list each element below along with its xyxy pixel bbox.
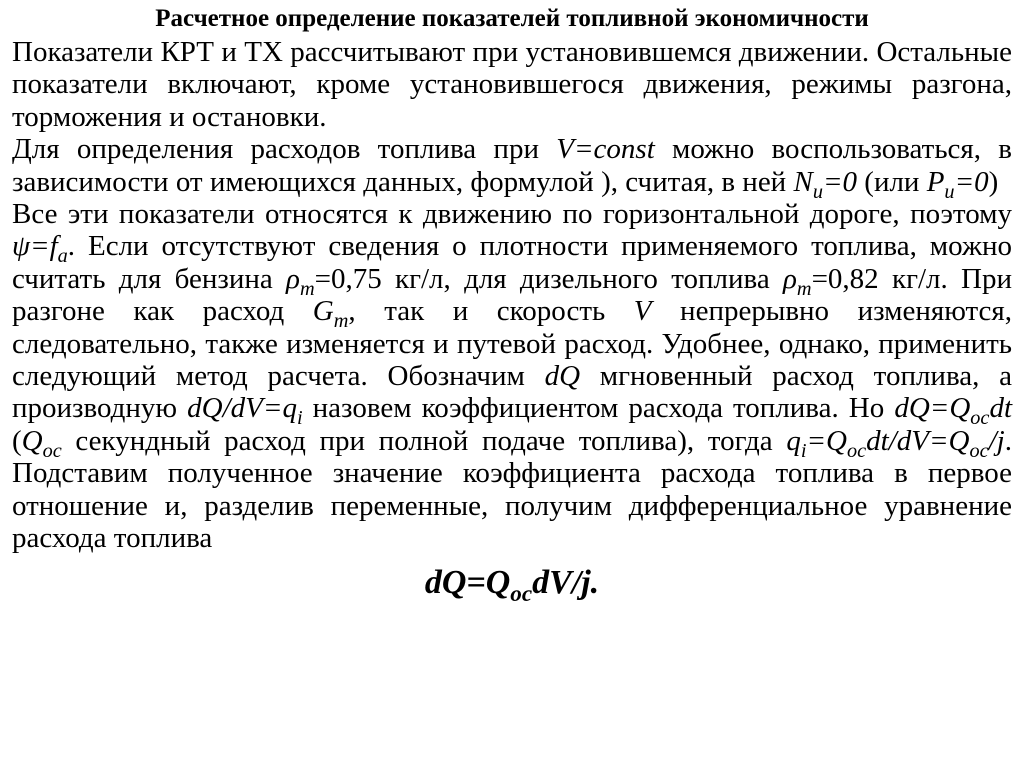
psi-expression: [12, 230, 68, 268]
qi-symbol: q: [786, 424, 801, 457]
paragraph-2: [12, 133, 1012, 203]
p3-text-8: назовем коэффициентом расхода топлива. Но: [302, 392, 895, 425]
dq-qoc-text: dQ=Q: [894, 392, 971, 425]
qi-end: /j: [988, 424, 1005, 457]
p3-text-2: . Если отсутствуют сведения о плотности применяемого топлива, можно считать для бензина: [12, 230, 1012, 295]
q-subscript: oc: [42, 439, 62, 462]
p3-text-1: Все эти показатели относятся к движению по горизонтальной дороге, поэтому: [12, 198, 1012, 231]
p2-text-4: ): [988, 165, 999, 198]
rho-diesel: [783, 262, 812, 300]
qi-equals-subscript: oc: [846, 439, 867, 462]
n-symbol: N: [793, 165, 813, 198]
dq-symbol: dQ: [544, 360, 581, 393]
dq-qoc-subscript: oc: [970, 407, 990, 430]
formula-left: dQ=Q: [424, 563, 511, 601]
p-equals: =0: [954, 165, 989, 198]
p3-text-3: =0,75 кг/л, для дизельного топлива: [314, 262, 783, 295]
rho-diesel-subscript: m: [796, 277, 812, 300]
formula-right: dV/j.: [532, 563, 600, 601]
g-m-symbol: [312, 295, 349, 333]
paragraph-1-text: Показатели КРТ и ТХ рассчитывают при установившемся движении. Остальные показатели включают, кроме установившегося движения, режимы разгона, торможения и остановки.: [12, 36, 1012, 133]
rho-petrol: [286, 262, 315, 300]
v-symbol: V: [633, 295, 652, 328]
dq-dv-text: dQ/dV=q: [187, 392, 297, 425]
n-u-symbol: [793, 165, 858, 203]
g-symbol: G: [312, 295, 334, 328]
psi-symbol: ψ: [12, 230, 31, 263]
paragraph-3: [12, 198, 1012, 554]
p3-text-11: . Подставим полученное значение коэффициента расхода топлива в первое отношение и, разделив переменные, получим дифференциальное уравнение расхода топлива: [12, 424, 1012, 555]
qi-expression: [786, 424, 1005, 462]
p-symbol: P: [926, 165, 945, 198]
p2-text-3: (или: [857, 165, 927, 198]
p3-text-7: мгновенный расход топлива, а производную: [12, 360, 1012, 425]
p3-text-9: (: [12, 424, 22, 457]
dq-qoc-expression: [894, 392, 1012, 430]
slide: [12, 2, 1012, 766]
paragraph-1: [12, 36, 1012, 133]
p3-text-5: , так и скорость: [348, 295, 634, 328]
qi-middle: dt/dV=Q: [866, 424, 970, 457]
dq-dv-subscript: i: [296, 407, 303, 430]
p3-text-4: =0,82 кг/л. При разгоне как расход: [12, 262, 1012, 328]
psi-equals: =f: [30, 230, 58, 263]
p-subscript: u: [944, 180, 955, 203]
n-equals: =0: [822, 165, 858, 198]
final-formula: [12, 559, 1012, 607]
rho-petrol-subscript: m: [299, 277, 315, 300]
p2-text-1: Для определения расходов топлива при: [12, 133, 557, 166]
g-subscript: m: [333, 310, 349, 333]
p2-text-2: можно воспользоваться, в зависимости от имеющихся данных, формулой ), считая, в ней: [12, 133, 1012, 198]
formula-subscript: oc: [510, 580, 533, 607]
psi-subscript: a: [57, 245, 68, 268]
n-subscript: u: [812, 180, 823, 203]
rho-diesel-symbol: ρ: [783, 262, 797, 295]
p-u-symbol: [926, 165, 989, 203]
q-oc-symbol: [21, 424, 62, 462]
v-const-expression: V=const: [556, 133, 655, 166]
p3-text-10: секундный расход при полной подаче топлива), тогда: [61, 424, 787, 457]
dt-text: dt: [989, 392, 1012, 425]
q-symbol: Q: [21, 424, 43, 457]
qi-equals: =Q: [806, 424, 847, 457]
qi-subscript: i: [800, 439, 807, 462]
dq-dv-expression: [187, 392, 303, 430]
rho-petrol-symbol: ρ: [286, 262, 300, 295]
slide-title: Расчетное определение показателей топливной экономичности: [155, 5, 869, 32]
qi-middle-subscript: oc: [969, 439, 989, 462]
p3-text-6: непрерывно изменяются, следовательно, также изменяется и путевой расход. Удобнее, однако, применить следующий метод расчета. Обозначим: [12, 295, 1012, 393]
